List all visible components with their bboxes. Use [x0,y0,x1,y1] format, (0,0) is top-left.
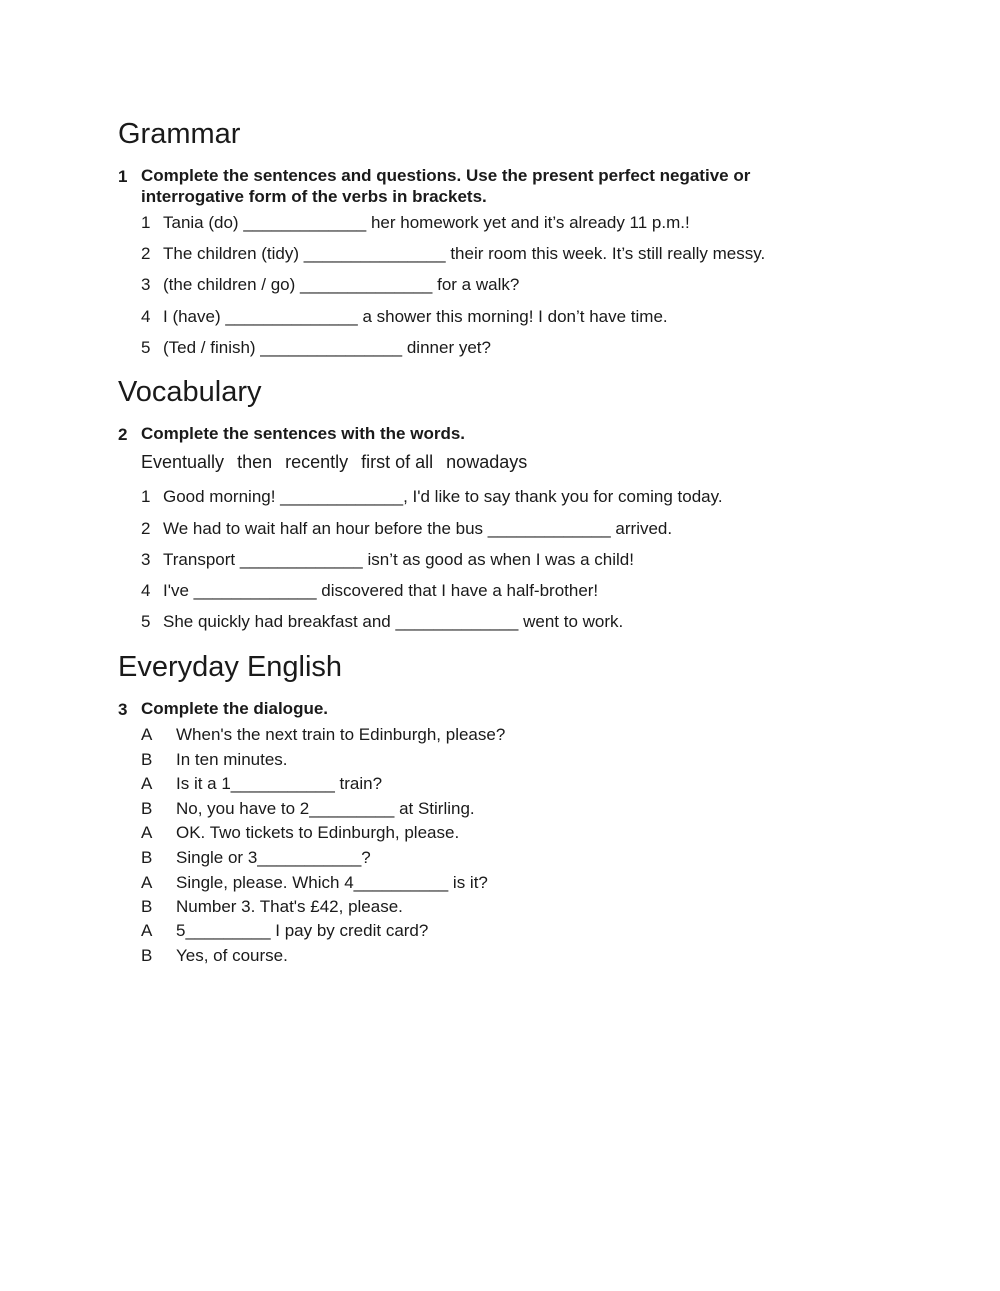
vocabulary-item [141,582,598,599]
word-bank-word: then [237,452,273,472]
speaker-label: A [141,725,153,744]
dialogue-line [141,922,428,939]
item-number: 3 [141,275,151,294]
vocabulary-item [141,520,672,537]
speaker-label: B [141,799,153,818]
item-text: (the children / go) ______________ for a walk? [163,275,520,294]
speaker-label: A [141,823,153,842]
dialogue-text: Is it a 1___________ train? [176,774,383,793]
item-number: 4 [141,581,151,600]
dialogue-line [141,751,288,768]
dialogue-text: Number 3. That's £42, please. [176,897,403,916]
exercise-1-instruction: Complete the sentences and questions. Use the present perfect negative or interrogative form of the verbs in brackets. [141,166,751,206]
word-bank [141,453,540,471]
item-number: 1 [141,213,151,232]
speaker-label: A [141,774,153,793]
dialogue-line [141,898,403,915]
item-number: 2 [141,244,151,263]
dialogue-line [141,947,288,964]
exercise-3-number: 3 [118,700,128,719]
everyday-english-heading: Everyday English [118,651,343,683]
grammar-item [141,276,519,293]
item-text: Transport _____________ isn’t as good as when I was a child! [163,550,634,569]
exercise-2-number: 2 [118,425,128,444]
exercise-2-instruction: Complete the sentences with the words. [141,424,466,443]
speaker-label: B [141,946,153,965]
dialogue-text: OK. Two tickets to Edinburgh, please. [176,823,460,842]
item-number: 5 [141,612,151,631]
dialogue-line [141,824,459,841]
item-number: 5 [141,338,151,357]
dialogue-text: Single, please. Which 4__________ is it? [176,873,488,892]
word-bank-word: recently [285,452,349,472]
dialogue-line [141,775,382,792]
grammar-item [141,308,668,325]
vocabulary-heading: Vocabulary [118,376,262,408]
item-text: We had to wait half an hour before the bus _____________ arrived. [163,519,673,538]
grammar-item [141,214,690,231]
item-number: 1 [141,487,151,506]
speaker-label: B [141,750,153,769]
vocabulary-item [141,551,634,568]
item-text: (Ted / finish) _______________ dinner yet? [163,338,491,357]
dialogue-line [141,800,475,817]
item-text: I've _____________ discovered that I have a half-brother! [163,581,599,600]
item-number: 4 [141,307,151,326]
dialogue-text: Single or 3___________? [176,848,371,867]
exercise-3-instruction: Complete the dialogue. [141,699,329,718]
speaker-label: A [141,921,153,940]
item-text: I (have) ______________ a shower this morning! I don’t have time. [163,307,668,326]
vocabulary-item [141,613,623,630]
item-text: Good morning! _____________, I'd like to say thank you for coming today. [163,487,723,506]
dialogue-text: When's the next train to Edinburgh, please? [176,725,506,744]
grammar-heading: Grammar [118,118,241,150]
speaker-label: B [141,897,153,916]
dialogue-line [141,849,371,866]
word-bank-word: Eventually [141,452,225,472]
word-bank-word: nowadays [446,452,528,472]
item-text: She quickly had breakfast and _____________ went to work. [163,612,624,631]
word-bank-word: first of all [361,452,434,472]
dialogue-text: In ten minutes. [176,750,288,769]
exercise-1-number: 1 [118,167,128,186]
item-text: Tania (do) _____________ her homework yet and it’s already 11 p.m.! [163,213,690,232]
dialogue-line [141,726,505,743]
grammar-item [141,339,491,356]
dialogue-text: 5_________ I pay by credit card? [176,921,429,940]
item-text: The children (tidy) _______________ their room this week. It’s still really messy. [163,244,766,263]
speaker-label: A [141,873,153,892]
dialogue-text: Yes, of course. [176,946,288,965]
dialogue-line [141,874,488,891]
dialogue-text: No, you have to 2_________ at Stirling. [176,799,475,818]
item-number: 2 [141,519,151,538]
item-number: 3 [141,550,151,569]
vocabulary-item [141,488,723,505]
grammar-item [141,245,765,262]
speaker-label: B [141,848,153,867]
